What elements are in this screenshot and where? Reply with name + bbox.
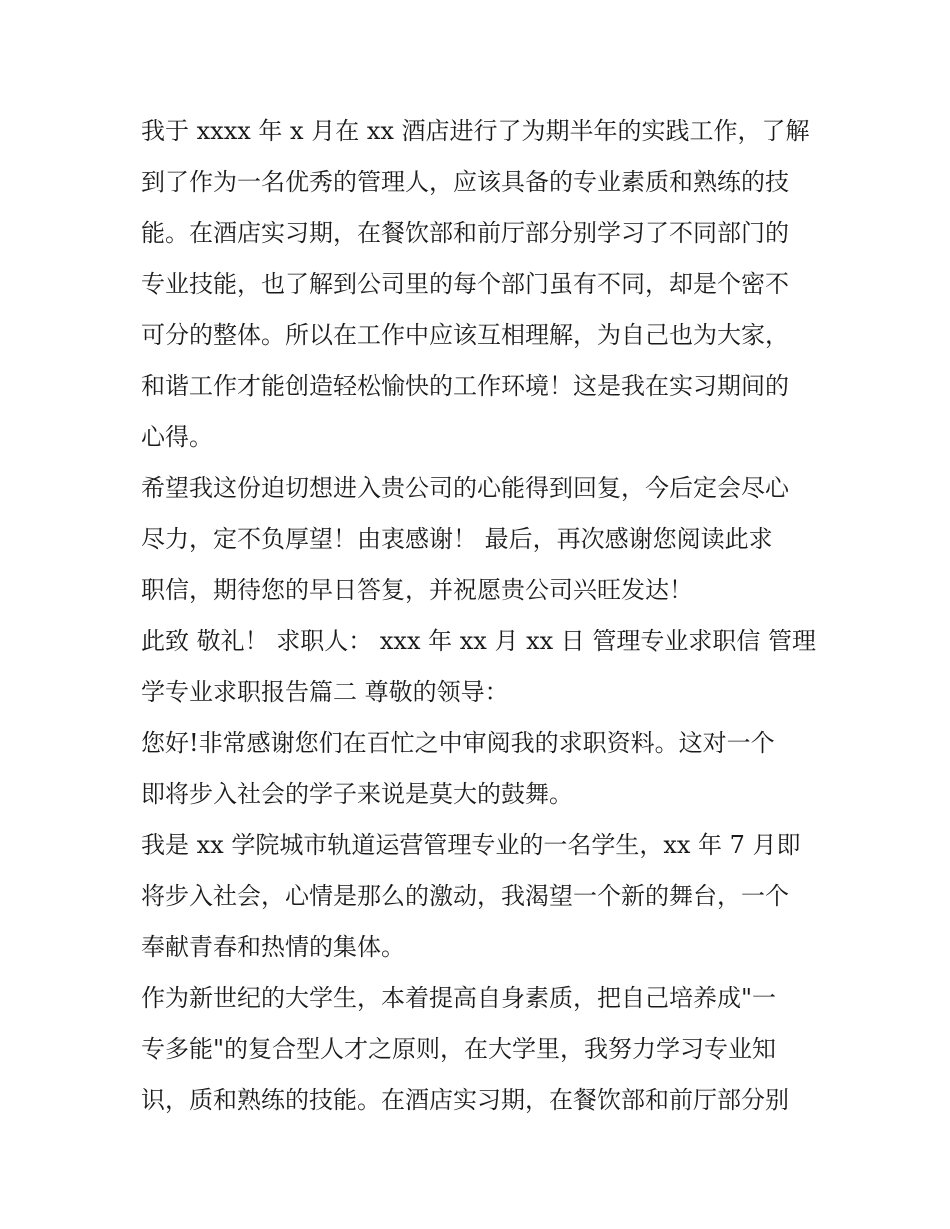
text-line: 希望我这份迫切想进入贵公司的心能得到回复，今后定会尽心 (141, 474, 789, 502)
text-line: 奉献青春和热情的集体。 (141, 933, 405, 961)
text-line: 学专业求职报告篇二 尊敬的领导： (141, 678, 509, 706)
text-line: 此致 敬礼！ 求职人： xxx 年 xx 月 xx 日 管理专业求职信 管理 (141, 627, 817, 655)
text-line: 我于 xxxx 年 x 月在 xx 酒店进行了为期半年的实践工作，了解 (141, 117, 810, 145)
document-body (141, 106, 821, 1126)
text-line: 可分的整体。所以在工作中应该互相理解，为自己也为大家， (141, 321, 789, 349)
text-line: 专业技能，也了解到公司里的每个部门虽有不同，却是个密不 (141, 270, 789, 298)
text-line: 职信，期待您的早日答复，并祝愿贵公司兴旺发达！ (141, 576, 693, 604)
text-line: 能。在酒店实习期，在餐饮部和前厅部分别学习了不同部门的 (141, 219, 789, 247)
text-line: 将步入社会，心情是那么的激动，我渴望一个新的舞台，一个 (141, 882, 789, 910)
text-line: 到了作为一名优秀的管理人，应该具备的专业素质和熟练的技 (141, 168, 789, 196)
text-line: 心得。 (141, 423, 213, 451)
text-line: 我是 xx 学院城市轨道运营管理专业的一名学生，xx 年 7 月即 (141, 831, 801, 859)
text-line: 您好!非常感谢您们在百忙之中审阅我的求职资料。这对一个 (141, 729, 775, 757)
text-line: 尽力，定不负厚望！由衷感谢！ 最后，再次感谢您阅读此求 (141, 525, 773, 553)
text-line: 即将步入社会的学子来说是莫大的鼓舞。 (141, 780, 573, 808)
text-line: 识，质和熟练的技能。在酒店实习期，在餐饮部和前厅部分别 (141, 1086, 789, 1114)
text-line: 作为新世纪的大学生，本着提高自身素质，把自己培养成"一 (141, 984, 777, 1012)
text-line: 和谐工作才能创造轻松愉快的工作环境！这是我在实习期间的 (141, 372, 789, 400)
text-line: 专多能"的复合型人才之原则，在大学里，我努力学习专业知 (141, 1035, 777, 1063)
